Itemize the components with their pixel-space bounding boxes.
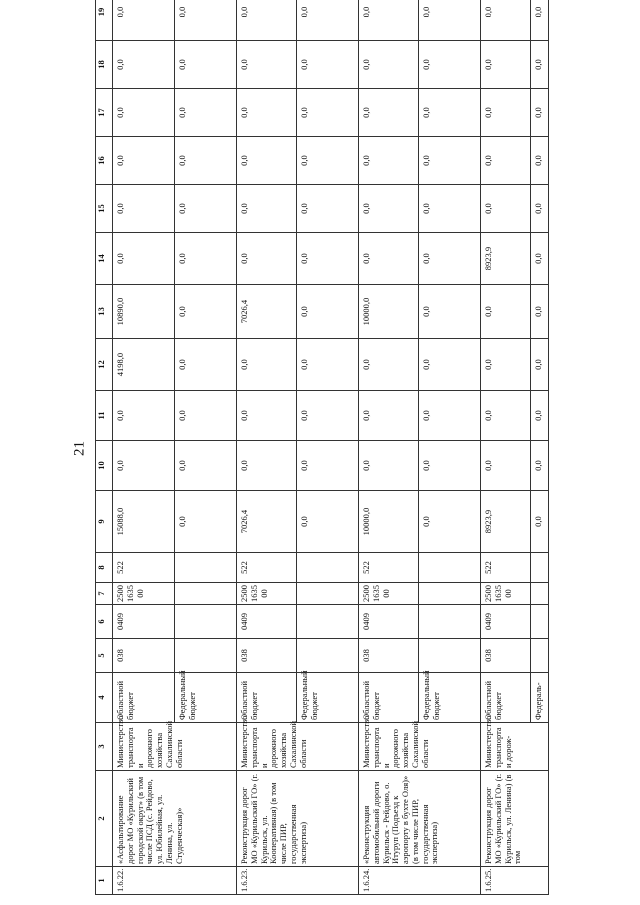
cell: 0,0 — [481, 0, 531, 41]
cell: 0409 — [359, 605, 419, 639]
cell: 2500163500 — [359, 583, 419, 605]
column-header: 2 — [96, 771, 113, 867]
row-ministry: Министерство транспорта и дорожного хозяйства Сахалинской области — [237, 723, 359, 771]
cell: 0,0 — [113, 41, 175, 89]
cell: 0,0 — [531, 137, 549, 185]
cell: 0,0 — [175, 491, 237, 553]
cell: 0,0 — [531, 0, 549, 41]
cell: 0,0 — [419, 185, 481, 233]
cell: 0,0 — [297, 339, 359, 391]
cell: 0,0 — [359, 137, 419, 185]
cell: 0,0 — [481, 391, 531, 441]
cell: 522 — [481, 553, 531, 583]
cell: 0,0 — [297, 137, 359, 185]
table-row — [237, 0, 297, 895]
budget-label: Федеральный бюджет — [297, 673, 359, 723]
cell: 0,0 — [531, 441, 549, 491]
cell: 0,0 — [481, 441, 531, 491]
cell: 038 — [113, 639, 175, 673]
column-header: 14 — [96, 233, 113, 285]
budget-label: Областной бюджет — [481, 673, 531, 723]
cell: 0,0 — [237, 391, 297, 441]
cell: 0,0 — [175, 441, 237, 491]
budget-label: Областной бюджет — [359, 673, 419, 723]
cell: 0,0 — [531, 233, 549, 285]
table-row — [113, 0, 175, 895]
cell: 0,0 — [531, 491, 549, 553]
cell: 0,0 — [481, 285, 531, 339]
cell: 0,0 — [113, 137, 175, 185]
row-id: 1.6.23. — [237, 867, 359, 895]
row-name: Реконструкция дорог МО «Курильский ГО» (г. Курильск, ул. Ленина) (в том — [481, 771, 549, 867]
column-header: 12 — [96, 339, 113, 391]
column-header: 7 — [96, 583, 113, 605]
cell: 0,0 — [531, 391, 549, 441]
row-name: «Реконструкция автомобильной дороги Курильск - Рейдово, о. Итуруп (Подъезд к аэропорту в бухте Оля)» (в том числе ПИР, государственная экспертиза) — [359, 771, 481, 867]
column-header: 11 — [96, 391, 113, 441]
cell: 0,0 — [237, 41, 297, 89]
cell: 0,0 — [237, 137, 297, 185]
table-row — [481, 0, 531, 895]
cell: 522 — [237, 553, 297, 583]
cell: 0,0 — [419, 391, 481, 441]
row-ministry: Министерство транспорта и дорожного хозяйства Сахалинской области — [359, 723, 481, 771]
cell: 4198,0 — [113, 339, 175, 391]
cell: 0,0 — [297, 0, 359, 41]
cell: 0,0 — [297, 391, 359, 441]
cell: 0,0 — [237, 339, 297, 391]
cell: 0,0 — [359, 391, 419, 441]
column-header: 13 — [96, 285, 113, 339]
cell: 0,0 — [419, 137, 481, 185]
column-header: 9 — [96, 491, 113, 553]
cell: 0,0 — [359, 233, 419, 285]
cell: 0,0 — [419, 233, 481, 285]
cell: 0,0 — [175, 41, 237, 89]
cell: 0,0 — [175, 233, 237, 285]
cell: 0409 — [113, 605, 175, 639]
cell: 7026,4 — [237, 285, 297, 339]
column-header: 1 — [96, 867, 113, 895]
cell: 038 — [359, 639, 419, 673]
budget-label: Областной бюджет — [237, 673, 297, 723]
cell: 15088,0 — [113, 491, 175, 553]
cell: 0,0 — [531, 89, 549, 137]
row-id: 1.6.22. — [113, 867, 237, 895]
cell: 2500163500 — [113, 583, 175, 605]
cell: 0,0 — [175, 339, 237, 391]
row-ministry: Министерство транспорта и дорож- — [481, 723, 549, 771]
cell: 0,0 — [175, 391, 237, 441]
column-header: 16 — [96, 137, 113, 185]
cell: 522 — [113, 553, 175, 583]
cell: 10000,0 — [359, 285, 419, 339]
row-name: Реконструкция дорог МО «Курильский ГО» (г. Курильск, ул. Кооперативная) (в том числе ПИР, государственная экспертиза) — [237, 771, 359, 867]
cell: 8923,9 — [481, 233, 531, 285]
cell: 0,0 — [359, 339, 419, 391]
cell: 0,0 — [113, 0, 175, 41]
column-header: 10 — [96, 441, 113, 491]
row-id: 1.6.25. — [481, 867, 549, 895]
cell: 0,0 — [297, 491, 359, 553]
cell: 0,0 — [419, 41, 481, 89]
cell: 0,0 — [419, 89, 481, 137]
budget-label: Федеральный бюджет — [175, 673, 237, 723]
cell: 0,0 — [419, 491, 481, 553]
cell: 0,0 — [481, 41, 531, 89]
cell: 0,0 — [113, 441, 175, 491]
page-number: 21 — [71, 441, 88, 456]
cell: 0,0 — [481, 89, 531, 137]
column-header: 5 — [96, 639, 113, 673]
cell: 8923,9 — [481, 491, 531, 553]
cell: 0,0 — [419, 285, 481, 339]
row-ministry: Министерство транспорта и дорожного хозяйства Сахалинской области — [113, 723, 237, 771]
cell: 0,0 — [531, 285, 549, 339]
cell: 0,0 — [237, 233, 297, 285]
column-header: 6 — [96, 605, 113, 639]
cell: 0,0 — [531, 41, 549, 89]
cell: 0,0 — [531, 185, 549, 233]
cell: 0,0 — [481, 137, 531, 185]
cell: 0,0 — [359, 185, 419, 233]
cell: 0,0 — [419, 441, 481, 491]
cell: 0,0 — [175, 89, 237, 137]
cell: 0,0 — [237, 185, 297, 233]
cell: 0,0 — [237, 0, 297, 41]
table-row — [359, 0, 419, 895]
header-row — [96, 0, 113, 895]
cell: 0,0 — [481, 339, 531, 391]
rotated-table-container — [95, 6, 625, 895]
cell: 0,0 — [297, 89, 359, 137]
cell: 038 — [481, 639, 531, 673]
cell: 0,0 — [359, 441, 419, 491]
cell: 0,0 — [297, 441, 359, 491]
cell: 10000,0 — [359, 491, 419, 553]
cell: 0,0 — [481, 185, 531, 233]
budget-table — [95, 0, 549, 895]
cell: 2500163500 — [481, 583, 531, 605]
budget-label: Федераль- — [531, 673, 549, 723]
cell: 522 — [359, 553, 419, 583]
cell: 0,0 — [297, 185, 359, 233]
cell: 10890,0 — [113, 285, 175, 339]
cell: 0,0 — [175, 137, 237, 185]
cell: 0,0 — [113, 233, 175, 285]
column-header: 4 — [96, 673, 113, 723]
cell: 0,0 — [175, 0, 237, 41]
budget-label: Федеральный бюджет — [419, 673, 481, 723]
cell: 0,0 — [175, 285, 237, 339]
column-header: 3 — [96, 723, 113, 771]
cell: 0,0 — [297, 233, 359, 285]
row-id: 1.6.24. — [359, 867, 481, 895]
column-header: 17 — [96, 89, 113, 137]
cell: 0,0 — [237, 441, 297, 491]
column-header: 18 — [96, 41, 113, 89]
cell: 0,0 — [419, 339, 481, 391]
cell: 0,0 — [359, 89, 419, 137]
cell: 038 — [237, 639, 297, 673]
cell: 0,0 — [113, 391, 175, 441]
cell: 0,0 — [419, 0, 481, 41]
cell: 0,0 — [237, 89, 297, 137]
cell: 2500163500 — [237, 583, 297, 605]
cell: 0,0 — [175, 185, 237, 233]
cell: 0409 — [237, 605, 297, 639]
column-header: 19 — [96, 0, 113, 41]
cell: 0,0 — [297, 41, 359, 89]
cell: 0,0 — [113, 89, 175, 137]
budget-label: Областной бюджет — [113, 673, 175, 723]
cell: 0,0 — [359, 41, 419, 89]
cell: 7026,4 — [237, 491, 297, 553]
cell: 0,0 — [297, 285, 359, 339]
cell: 0409 — [481, 605, 531, 639]
cell: 0,0 — [531, 339, 549, 391]
row-name: «Асфальтирование дорог МО «Курильский городской округ» (в том числе ПСД (с. Рейдово, ул. Юбилейная, ул. Ленина, ул. Студенческая)» — [113, 771, 237, 867]
cell: 0,0 — [113, 185, 175, 233]
column-header: 8 — [96, 553, 113, 583]
cell: 0,0 — [359, 0, 419, 41]
column-header: 15 — [96, 185, 113, 233]
